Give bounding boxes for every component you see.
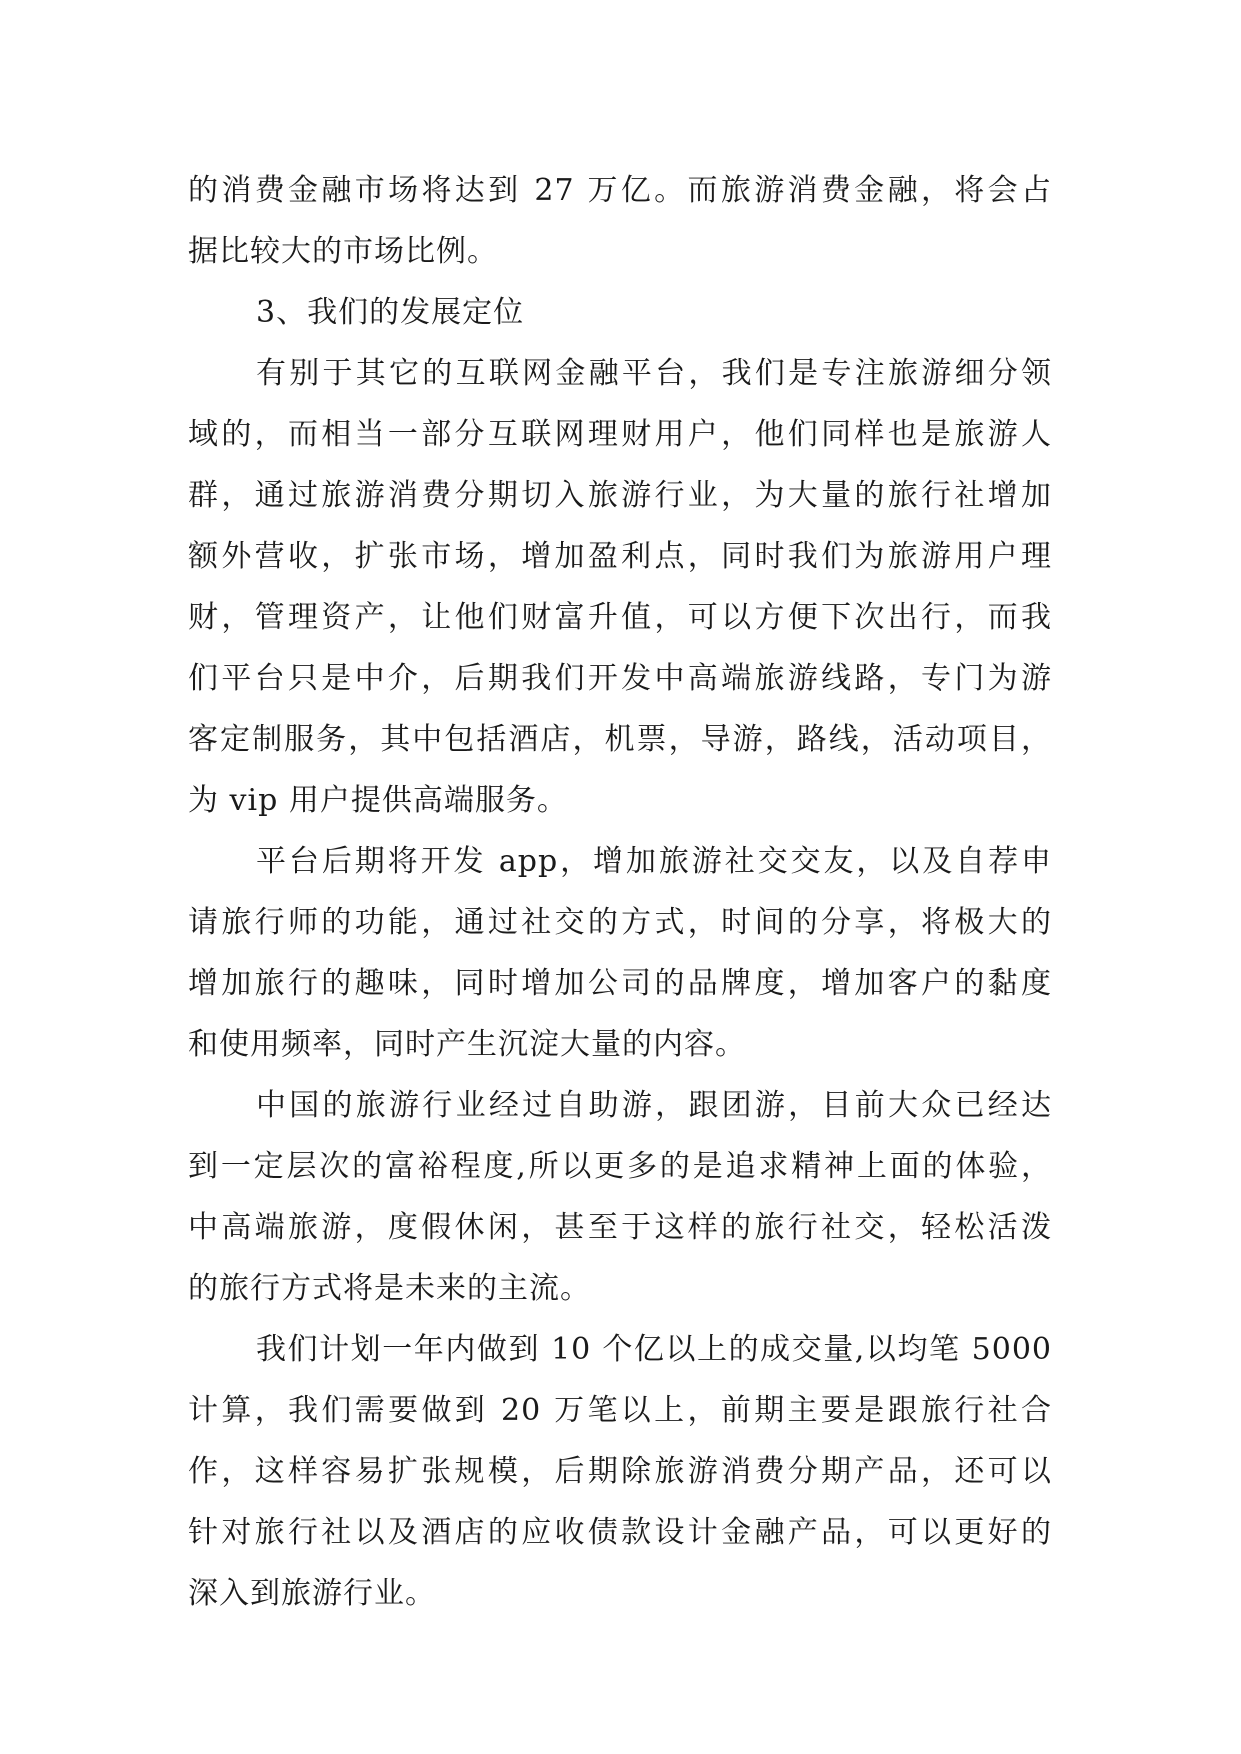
text-line: 我们计划一年内做到 10 个亿以上的成交量,以均笔 5000 xyxy=(256,1332,1052,1367)
text-line: 有别于其它的互联网金融平台，我们是专注旅游细分领 xyxy=(256,356,1052,391)
section-heading: 3、我们的发展定位 xyxy=(256,295,525,330)
text-line: 的消费金融市场将达到 27 万亿。而旅游消费金融，将会占 xyxy=(188,173,1052,208)
text-line: 增加旅行的趣味，同时增加公司的品牌度，增加客户的黏度 xyxy=(188,966,1052,1001)
document-body xyxy=(188,160,1052,1624)
text-line: 作，这样容易扩张规模，后期除旅游消费分期产品，还可以 xyxy=(188,1454,1052,1489)
text-line: 针对旅行社以及酒店的应收债款设计金融产品，可以更好的 xyxy=(188,1515,1052,1550)
text-line: 客定制服务，其中包括酒店，机票，导游，路线，活动项目， xyxy=(188,722,1052,757)
text-line: 中高端旅游，度假休闲，甚至于这样的旅行社交，轻松活泼 xyxy=(188,1210,1052,1245)
text-line: 中国的旅游行业经过自助游，跟团游，目前大众已经达 xyxy=(256,1088,1052,1123)
text-line: 群，通过旅游消费分期切入旅游行业，为大量的旅行社增加 xyxy=(188,478,1052,513)
text-line: 到一定层次的富裕程度,所以更多的是追求精神上面的体验， xyxy=(188,1149,1052,1184)
text-line: 深入到旅游行业。 xyxy=(188,1576,436,1611)
text-line: 请旅行师的功能，通过社交的方式，时间的分享，将极大的 xyxy=(188,905,1052,940)
text-line: 们平台只是中介，后期我们开发中高端旅游线路，专门为游 xyxy=(188,661,1052,696)
text-line: 平台后期将开发 app，增加旅游社交交友，以及自荐申 xyxy=(256,844,1052,879)
text-line: 额外营收，扩张市场，增加盈利点，同时我们为旅游用户理 xyxy=(188,539,1052,574)
text-line: 为 vip 用户提供高端服务。 xyxy=(188,783,568,818)
text-line: 和使用频率，同时产生沉淀大量的内容。 xyxy=(188,1027,746,1062)
text-line: 计算，我们需要做到 20 万笔以上，前期主要是跟旅行社合 xyxy=(188,1393,1052,1428)
text-line: 据比较大的市场比例。 xyxy=(188,234,498,269)
text-line: 的旅行方式将是未来的主流。 xyxy=(188,1271,591,1306)
text-line: 域的，而相当一部分互联网理财用户，他们同样也是旅游人 xyxy=(188,417,1052,452)
text-line: 财，管理资产，让他们财富升值，可以方便下次出行，而我 xyxy=(188,600,1052,635)
